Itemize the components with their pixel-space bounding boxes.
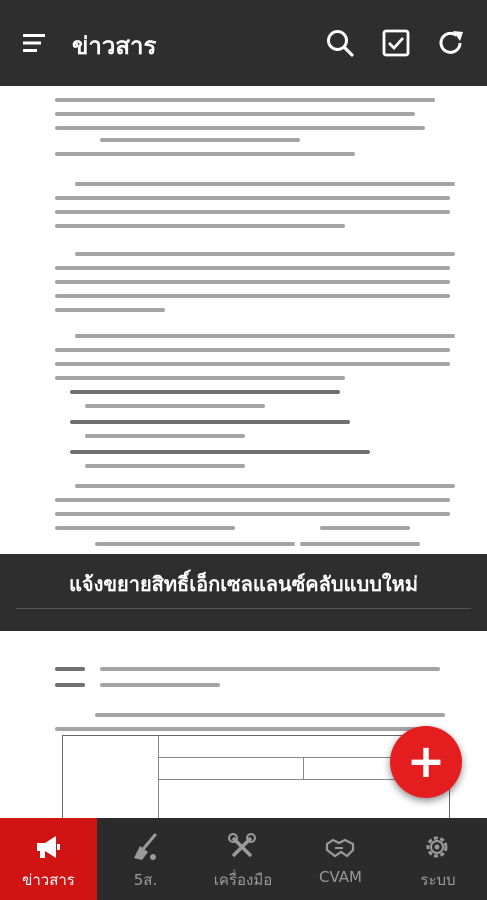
nav-label: 5ส.	[133, 871, 158, 889]
news-document-image[interactable]	[0, 86, 487, 554]
refresh-icon[interactable]	[436, 28, 466, 58]
nav-label: ระบบ	[420, 871, 456, 889]
bottom-navigation	[0, 818, 487, 900]
add-button[interactable]	[390, 726, 462, 798]
search-icon[interactable]	[325, 28, 355, 58]
top-app-bar	[0, 0, 487, 86]
plus-icon: +	[406, 734, 446, 788]
nav-label: CVAM	[319, 868, 362, 886]
nav-item-system[interactable]	[389, 818, 487, 900]
divider	[16, 608, 471, 609]
nav-item-cvam[interactable]	[292, 818, 389, 900]
menu-icon[interactable]	[22, 30, 48, 56]
nav-item-5s[interactable]	[97, 818, 194, 900]
nav-label: เครื่องมือ	[213, 871, 273, 889]
nav-label: ข่าวสาร	[22, 871, 75, 889]
tools-icon	[227, 832, 257, 862]
news-card-header[interactable]	[0, 554, 487, 631]
nav-item-news[interactable]	[0, 818, 97, 900]
gear-icon	[422, 832, 452, 862]
handshake-icon	[325, 832, 355, 862]
news-title: แจ้งขยายสิทธิ์เอ็กเซลแลนซ์คลับแบบใหม่	[68, 572, 419, 596]
page-title: ข่าวสาร	[72, 32, 157, 60]
checkbox-icon[interactable]	[381, 28, 411, 58]
news-feed[interactable]	[0, 86, 487, 818]
nav-item-tools[interactable]	[194, 818, 292, 900]
megaphone-icon	[33, 832, 63, 862]
broom-icon	[130, 832, 160, 862]
